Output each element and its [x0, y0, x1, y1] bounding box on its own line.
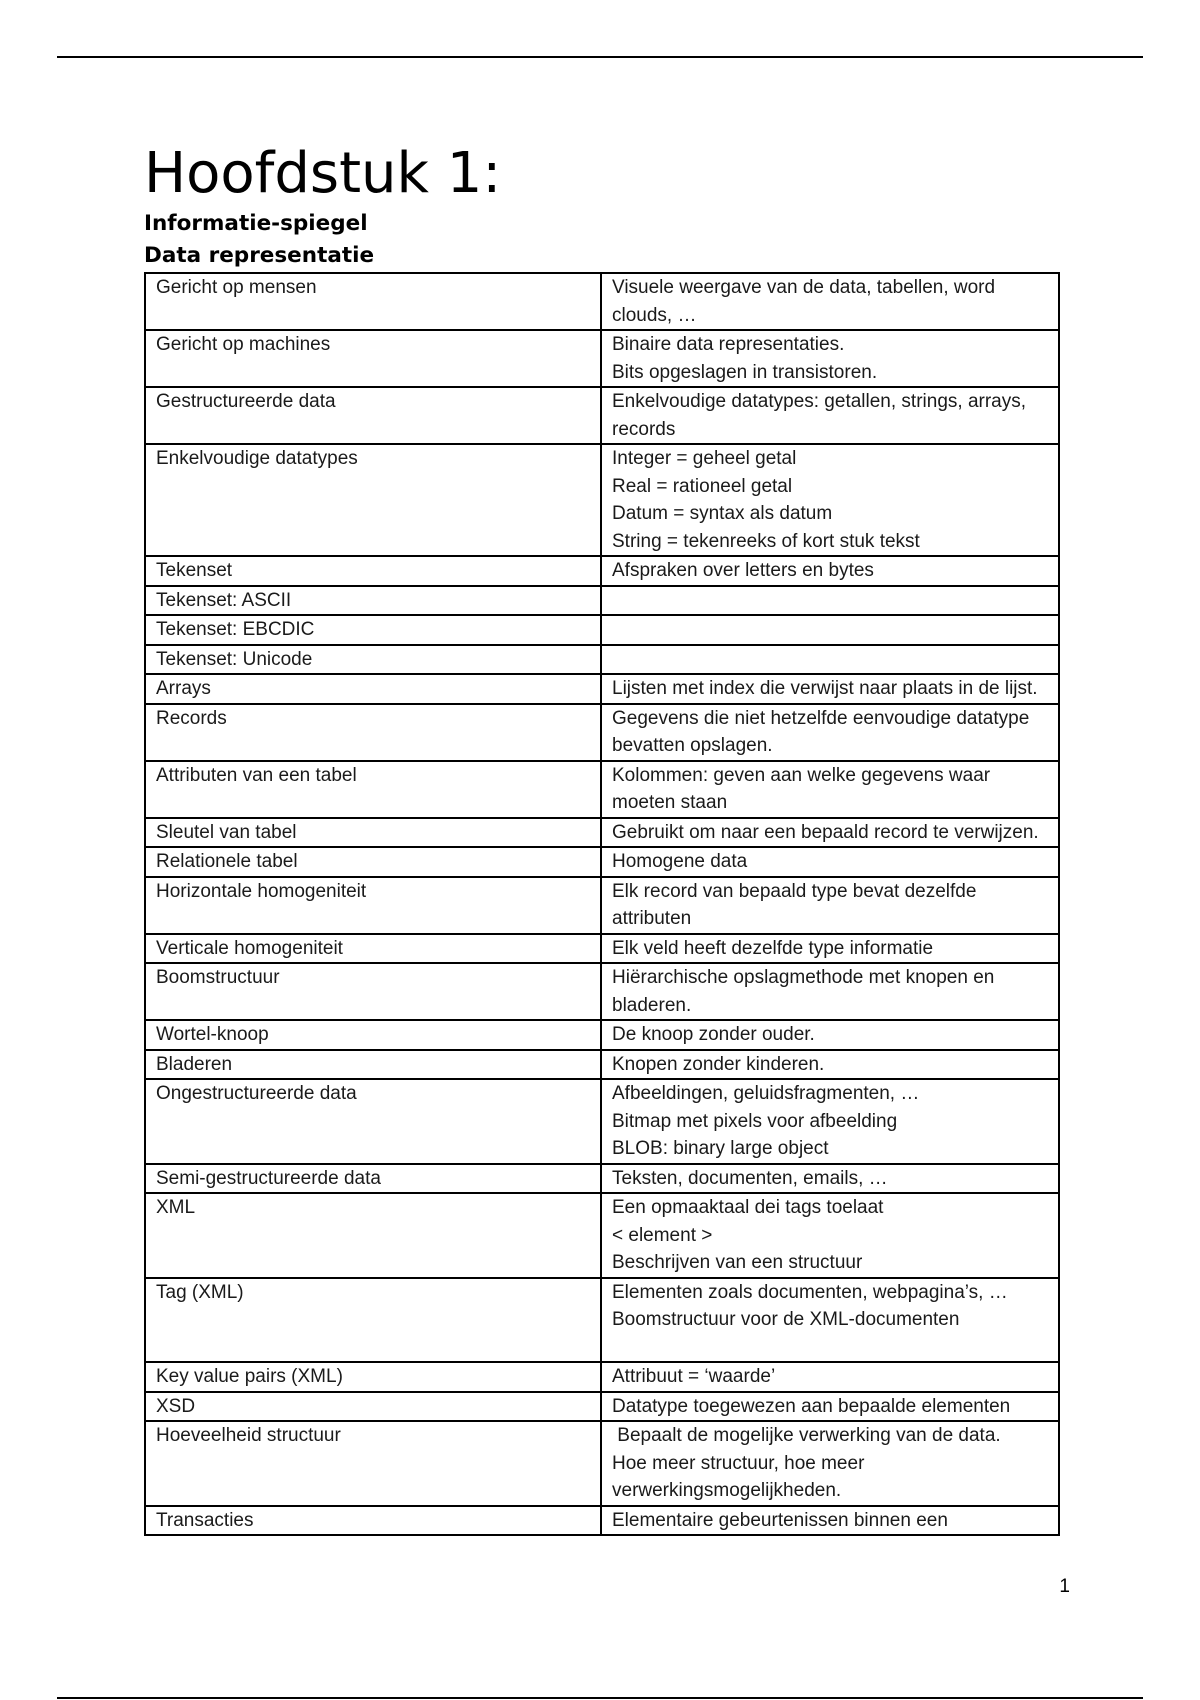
- table-row: [145, 818, 1059, 848]
- definition-line: Visuele weergave van de data, tabellen, word clouds, …: [612, 277, 1001, 326]
- definition-cell: [601, 877, 1059, 934]
- definition-cell: [601, 1392, 1059, 1422]
- table-row: [145, 1278, 1059, 1363]
- definition-cell: [601, 1278, 1059, 1363]
- table-row: [145, 1164, 1059, 1194]
- term-cell: Arrays: [145, 674, 601, 704]
- definition-line: Boomstructuur voor de XML-documenten: [612, 1309, 960, 1330]
- definition-line: Elk record van bepaald type bevat dezelfde attributen: [612, 880, 982, 929]
- table-row: [145, 704, 1059, 761]
- term-cell: Gericht op mensen: [145, 273, 601, 330]
- definition-cell: [601, 674, 1059, 704]
- term-cell: Tekenset: Unicode: [145, 645, 601, 675]
- definition-cell: [601, 818, 1059, 848]
- definition-line: [612, 1334, 1050, 1362]
- term-cell: Relationele tabel: [145, 847, 601, 877]
- definition-cell: [601, 586, 1059, 616]
- definition-line: Een opmaaktaal dei tags toelaat: [612, 1197, 884, 1218]
- term-cell: Key value pairs (XML): [145, 1362, 601, 1392]
- definition-cell: [601, 1164, 1059, 1194]
- term-cell: Gestructureerde data: [145, 387, 601, 444]
- definition-cell: [601, 1079, 1059, 1164]
- definition-line: Gegevens die niet hetzelfde eenvoudige datatype bevatten opslagen.: [612, 707, 1035, 756]
- table-row: [145, 1079, 1059, 1164]
- definition-cell: [601, 963, 1059, 1020]
- term-cell: Bladeren: [145, 1050, 601, 1080]
- definition-cell: [601, 387, 1059, 444]
- header-rule: [57, 56, 1143, 58]
- definition-cell: [601, 704, 1059, 761]
- term-cell: Tekenset: [145, 556, 601, 586]
- table-row: [145, 1392, 1059, 1422]
- table-row: [145, 645, 1059, 675]
- definition-line: Bitmap met pixels voor afbeelding: [612, 1110, 898, 1132]
- page-content: [144, 140, 1058, 1536]
- term-cell: XSD: [145, 1392, 601, 1422]
- definition-line: Afbeeldingen, geluidsfragmenten, …: [612, 1083, 920, 1104]
- table-row: [145, 1050, 1059, 1080]
- term-cell: Boomstructuur: [145, 963, 601, 1020]
- glossary-table-body: [145, 273, 1059, 1535]
- term-cell: Ongestructureerde data: [145, 1079, 601, 1164]
- table-row: [145, 273, 1059, 330]
- table-row: [145, 1362, 1059, 1392]
- definition-line: Hoe meer structuur, hoe meer verwerkingsmogelijkheden.: [612, 1452, 870, 1501]
- definition-line: Homogene data: [612, 851, 748, 872]
- table-row: [145, 1193, 1059, 1278]
- footer-rule: [57, 1697, 1143, 1699]
- definition-line: Hiërarchische opslagmethode met knopen en bladeren.: [612, 967, 1000, 1016]
- table-row: [145, 586, 1059, 616]
- term-cell: Tekenset: ASCII: [145, 586, 601, 616]
- definition-line: Elk veld heeft dezelfde type informatie: [612, 937, 934, 959]
- table-row: [145, 674, 1059, 704]
- table-row: [145, 934, 1059, 964]
- definition-line: Bepaalt de mogelijke verwerking van de data.: [612, 1425, 1001, 1446]
- definition-line: Teksten, documenten, emails, …: [612, 1167, 888, 1189]
- definition-cell: [601, 1362, 1059, 1392]
- table-row: [145, 963, 1059, 1020]
- term-cell: Hoeveelheid structuur: [145, 1421, 601, 1506]
- table-row: [145, 330, 1059, 387]
- table-row: [145, 761, 1059, 818]
- table-row: [145, 1421, 1059, 1506]
- term-cell: Semi-gestructureerde data: [145, 1164, 601, 1194]
- definition-line: Knopen zonder kinderen.: [612, 1053, 825, 1075]
- table-row: [145, 1506, 1059, 1536]
- table-row: [145, 615, 1059, 645]
- table-row: [145, 387, 1059, 444]
- table-row: [145, 556, 1059, 586]
- definition-line: Beschrijven van een structuur: [612, 1252, 863, 1273]
- definition-cell: [601, 761, 1059, 818]
- table-row: [145, 847, 1059, 877]
- definition-line: Attribuut = ‘waarde’: [612, 1366, 776, 1387]
- term-cell: Verticale homogeniteit: [145, 934, 601, 964]
- definition-line: Datatype toegewezen aan bepaalde elementen: [612, 1395, 1011, 1417]
- definition-line: Lijsten met index die verwijst naar plaats in de lijst.: [612, 678, 1038, 699]
- table-row: [145, 1020, 1059, 1050]
- definition-cell: [601, 330, 1059, 387]
- definition-cell: [601, 1506, 1059, 1536]
- term-cell: Transacties: [145, 1506, 601, 1536]
- definition-line: String = tekenreeks of kort stuk tekst: [612, 530, 920, 552]
- definition-line: Real = rationeel getal: [612, 475, 793, 497]
- definition-line: < element >: [612, 1224, 713, 1246]
- definition-line: Binaire data representaties.: [612, 334, 845, 355]
- definition-line: Afspraken over letters en bytes: [612, 560, 874, 581]
- page-number: 1: [1059, 1576, 1070, 1597]
- definition-cell: [601, 847, 1059, 877]
- term-cell: XML: [145, 1193, 601, 1278]
- term-cell: Gericht op machines: [145, 330, 601, 387]
- definition-line: Elementen zoals documenten, webpagina’s, …: [612, 1281, 1008, 1303]
- definition-line: Integer = geheel getal: [612, 448, 797, 469]
- glossary-table: [144, 272, 1060, 1536]
- definition-cell: [601, 1050, 1059, 1080]
- definition-cell: [601, 615, 1059, 645]
- term-cell: Sleutel van tabel: [145, 818, 601, 848]
- table-row: [145, 444, 1059, 556]
- definition-line: Elementaire gebeurtenissen binnen een: [612, 1509, 948, 1531]
- definition-cell: [601, 1421, 1059, 1506]
- definition-cell: [601, 934, 1059, 964]
- definition-cell: [601, 645, 1059, 675]
- term-cell: Enkelvoudige datatypes: [145, 444, 601, 556]
- definition-line: Bits opgeslagen in transistoren.: [612, 361, 878, 383]
- term-cell: Wortel-knoop: [145, 1020, 601, 1050]
- page-title: Hoofdstuk 1:: [144, 141, 502, 206]
- definition-cell: [601, 556, 1059, 586]
- definition-cell: [601, 273, 1059, 330]
- definition-line: De knoop zonder ouder.: [612, 1024, 815, 1045]
- term-cell: Tekenset: EBCDIC: [145, 615, 601, 645]
- definition-cell: [601, 1193, 1059, 1278]
- term-cell: Horizontale homogeniteit: [145, 877, 601, 934]
- table-row: [145, 877, 1059, 934]
- term-cell: Tag (XML): [145, 1278, 601, 1363]
- definition-cell: [601, 444, 1059, 556]
- definition-line: Kolommen: geven aan welke gegevens waar moeten staan: [612, 764, 996, 813]
- definition-cell: [601, 1020, 1059, 1050]
- definition-line: Gebruikt om naar een bepaald record te verwijzen.: [612, 821, 1039, 843]
- term-cell: Records: [145, 704, 601, 761]
- subheading-data-representatie: Data representatie: [144, 243, 375, 268]
- definition-line: Enkelvoudige datatypes: getallen, strings, arrays, records: [612, 391, 1032, 440]
- definition-line: BLOB: binary large object: [612, 1138, 829, 1159]
- subheading-informatie-spiegel: Informatie-spiegel: [144, 211, 368, 236]
- definition-line: Datum = syntax als datum: [612, 503, 833, 524]
- term-cell: Attributen van een tabel: [145, 761, 601, 818]
